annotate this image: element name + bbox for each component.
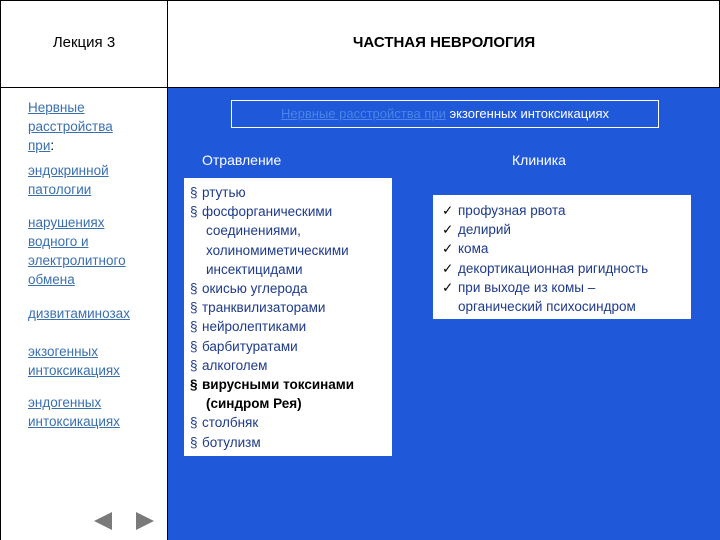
list-item-text: ботулизм: [202, 434, 261, 450]
list-item-text: инсектицидами: [206, 261, 303, 277]
topic-rest: экзогенных интоксикациях: [445, 106, 609, 121]
list-item-text: вирусными токсинами: [202, 377, 355, 393]
list-item: [190, 375, 395, 394]
sidebar-link-line[interactable]: экзогенных: [28, 344, 98, 359]
list-item-text: при выходе из комы –: [458, 279, 596, 295]
bullet: §: [190, 204, 198, 220]
bullet: §: [190, 185, 198, 200]
sidebar-link-line[interactable]: эндогенных: [28, 395, 102, 410]
list-item: [190, 413, 395, 432]
sidebar: [0, 88, 168, 540]
sidebar-link-line[interactable]: дизвитаминозах: [28, 306, 130, 321]
sidebar-item-endogenous[interactable]: [28, 393, 160, 431]
clinic-list: [442, 201, 692, 316]
list-item: [190, 298, 395, 317]
list-item-text: барбитуратами: [202, 338, 298, 354]
sidebar-link-line[interactable]: нарушениях: [28, 215, 105, 230]
sidebar-item-water-electrolyte[interactable]: [28, 213, 160, 289]
list-item: [190, 337, 395, 356]
sidebar-link-line[interactable]: расстройства: [28, 119, 113, 134]
list-item-text: соединениями,: [206, 223, 301, 239]
list-item: [442, 239, 692, 258]
lecture-label: Лекция 3: [52, 34, 116, 51]
list-item-text: (синдром Рея): [206, 396, 302, 412]
check-icon: ✓: [442, 260, 454, 276]
list-item: [190, 394, 395, 413]
bullet: §: [190, 434, 198, 450]
list-item: [442, 259, 692, 278]
list-item: [190, 221, 395, 240]
check-icon: ✓: [442, 203, 454, 218]
list-item-text: нейролептиками: [202, 319, 307, 335]
poisoning-list: [190, 183, 395, 452]
poisoning-column-header: Отравление: [202, 152, 282, 168]
bullet: §: [190, 357, 198, 373]
sidebar-link-line[interactable]: электролитного: [28, 253, 126, 268]
list-item: [442, 278, 692, 297]
sidebar-link-line[interactable]: обмена: [28, 272, 75, 287]
list-item: [442, 297, 692, 316]
topic-link[interactable]: Нервные расстройства при: [281, 106, 446, 121]
list-item-text: делирий: [458, 222, 511, 238]
list-item: [190, 202, 395, 221]
bullet: §: [190, 281, 198, 297]
sidebar-link-line[interactable]: Нервные: [28, 100, 85, 115]
list-item: [190, 433, 395, 452]
list-item-text: холиномиметическими: [206, 242, 349, 258]
next-arrow-icon[interactable]: [136, 512, 154, 530]
prev-arrow-icon[interactable]: [94, 512, 112, 530]
check-icon: ✓: [442, 279, 454, 295]
list-item-text: столбняк: [202, 415, 259, 431]
list-item: [190, 241, 395, 260]
bullet: §: [190, 415, 198, 431]
list-item: [442, 201, 692, 220]
list-item-text: окисью углерода: [202, 281, 308, 297]
check-icon: ✓: [442, 241, 454, 257]
sidebar-link-line[interactable]: интоксикациях: [28, 363, 120, 378]
sidebar-link-line[interactable]: водного и: [28, 234, 89, 249]
sidebar-link-line[interactable]: патологии: [28, 182, 92, 197]
sidebar-link-line[interactable]: интоксикациях: [28, 414, 120, 429]
bullet: §: [190, 300, 198, 316]
sidebar-item-exogenous[interactable]: [28, 342, 160, 380]
list-item: [190, 279, 395, 298]
sidebar-colon: :: [50, 138, 55, 153]
topic-box: [231, 100, 659, 128]
list-item-text: декортикационная ригидность: [458, 260, 649, 276]
check-icon: ✓: [442, 222, 454, 238]
list-item-text: транквилизаторами: [202, 300, 326, 316]
bullet: §: [190, 319, 198, 335]
bullet: §: [190, 377, 198, 393]
sidebar-item-endocrine[interactable]: [28, 161, 160, 199]
sidebar-item-dysvitaminosis[interactable]: [28, 304, 160, 323]
list-item-text: профузная рвота: [458, 203, 566, 218]
list-item: [190, 317, 395, 336]
sidebar-link-line[interactable]: при: [28, 138, 51, 153]
list-item-text: фосфорганическими: [202, 204, 333, 220]
sidebar-link-line[interactable]: эндокринной: [28, 163, 109, 178]
page-title: ЧАСТНАЯ НЕВРОЛОГИЯ: [352, 34, 536, 51]
list-item-text: кома: [458, 241, 489, 257]
clinic-column-header: Клиника: [512, 152, 566, 168]
list-item-text: алкоголем: [202, 357, 268, 373]
list-item: [190, 260, 395, 279]
bullet: §: [190, 338, 198, 354]
list-item-text: ртутью: [202, 185, 246, 200]
list-item: [442, 220, 692, 239]
list-item-text: органический психосиндром: [458, 299, 636, 315]
list-item: [190, 356, 395, 375]
list-item: [190, 183, 395, 202]
sidebar-item-nervous-disorders[interactable]: [28, 98, 160, 155]
